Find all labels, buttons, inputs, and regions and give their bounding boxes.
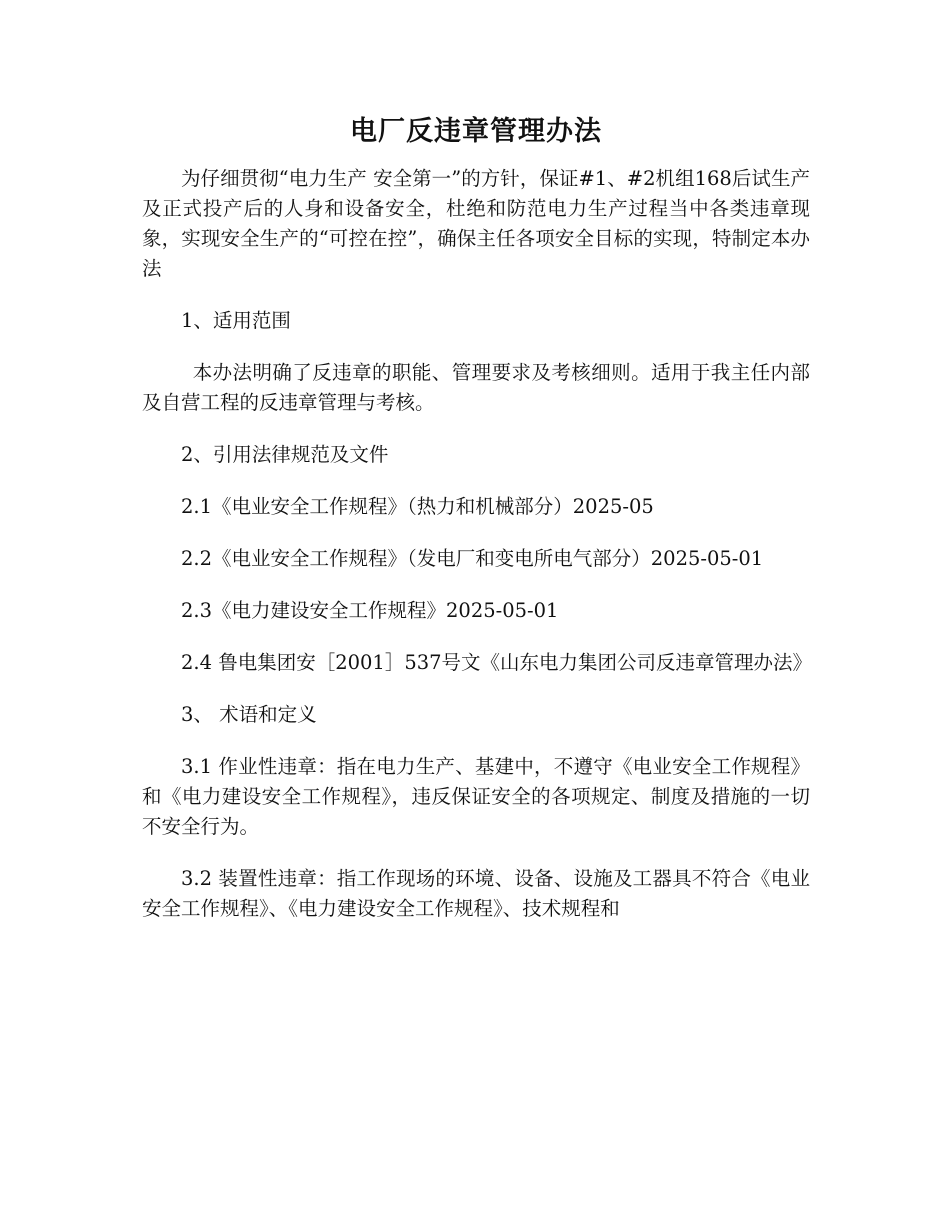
intro-paragraph: 为仔细贯彻“电力生产 安全第一”的方针，保证#1、#2机组168后试生产及正式投产后的人身和设备安全，杜绝和防范电力生产过程当中各类违章现象，实现安全生产的“可控在控”，确保主任各项安全目标的实现，特制定本办法 bbox=[142, 167, 810, 280]
scope-paragraph: 本办法明确了反违章的职能、管理要求及考核细则。适用于我主任内部及自营工程的反违章管理与考核。 bbox=[142, 361, 810, 414]
document-title: 电厂反违章管理办法 bbox=[350, 116, 602, 147]
reference-item-2-4: 2.4 鲁电集团安［2001］537号文《山东电力集团公司反违章管理办法》 bbox=[181, 651, 813, 674]
document-body bbox=[142, 112, 813, 946]
section-heading-references: 2、引用法律规范及文件 bbox=[181, 443, 389, 466]
reference-item-2-2: 2.2《电业安全工作规程》（发电厂和变电所电气部分）2025-05-01 bbox=[181, 547, 764, 570]
term-3-2-paragraph: 3.2 装置性违章：指工作现场的环境、设备、设施及工器具不符合《电业安全工作规程》、《电力建设安全工作规程》、技术规程和 bbox=[142, 867, 810, 920]
section-heading-scope: 1、适用范围 bbox=[181, 309, 291, 332]
reference-item-2-3: 2.3《电力建设安全工作规程》2025-05-01 bbox=[181, 599, 559, 622]
term-3-1-paragraph: 3.1 作业性违章：指在电力生产、基建中，不遵守《电业安全工作规程》和《电力建设安全工作规程》，违反保证安全的各项规定、制度及措施的一切不安全行为。 bbox=[142, 755, 810, 838]
section-heading-terms: 3、 术语和定义 bbox=[181, 703, 317, 726]
reference-item-2-1: 2.1《电业安全工作规程》（热力和机械部分）2025-05 bbox=[181, 495, 654, 518]
